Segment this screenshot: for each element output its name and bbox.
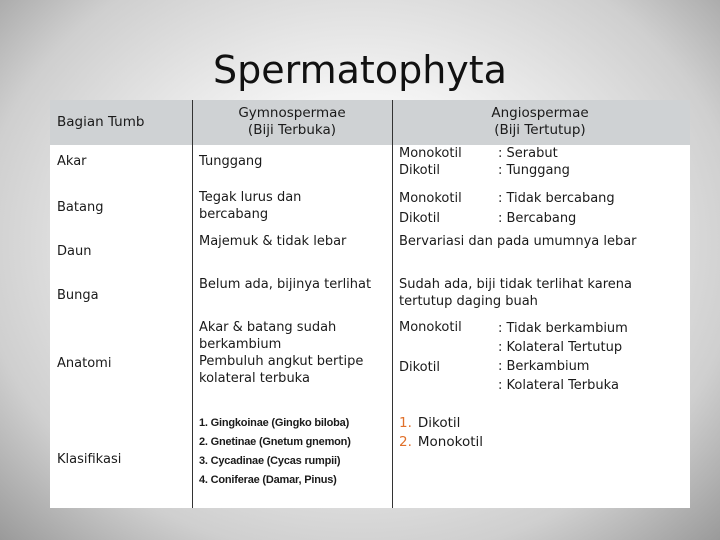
row-anatomi-part: Anatomi <box>57 356 112 371</box>
row-anatomi-angio-value-1: : Tidak berkambium <box>498 321 628 336</box>
row-daun-angio: Bervariasi dan pada umumnya lebar <box>399 234 637 249</box>
row-anatomi-angio-value-4: : Kolateral Terbuka <box>498 378 619 393</box>
comparison-table <box>50 100 690 508</box>
header-gymnospermae <box>192 105 392 139</box>
row-akar-part: Akar <box>57 154 87 169</box>
header-part: Bagian Tumb <box>57 114 145 130</box>
gymno-class-4: 4. Coniferae (Damar, Pinus) <box>199 474 337 486</box>
row-anatomi-gymno <box>199 319 363 387</box>
column-divider-1 <box>192 100 193 508</box>
row-klasifikasi-angio-list <box>399 414 483 452</box>
row-anatomi-gymno-line-2: berkambium <box>199 337 282 352</box>
gymno-class-2: 2. Gnetinae (Gnetum gnemon) <box>199 436 351 448</box>
row-anatomi-gymno-line-4: kolateral terbuka <box>199 371 310 386</box>
row-akar-gymno: Tunggang <box>199 154 263 169</box>
row-bunga-gymno: Belum ada, bijinya terlihat <box>199 277 372 292</box>
angio-class-2-label: Monokotil <box>417 434 484 450</box>
row-batang-angio-groups <box>399 189 462 229</box>
header-gymnospermae-subtitle: (Biji Terbuka) <box>247 122 337 138</box>
row-anatomi-angio-group-2: Dikotil <box>399 360 440 375</box>
gymno-class-3: 3. Cycadinae (Cycas rumpii) <box>199 455 341 467</box>
row-batang-angio-group-2: Dikotil <box>399 211 440 226</box>
row-batang-part: Batang <box>57 200 104 215</box>
header-angiospermae-name: Angiospermae <box>491 105 589 121</box>
row-batang-angio-value-1: : Tidak bercabang <box>498 191 615 206</box>
angio-class-1-label: Dikotil <box>417 415 461 431</box>
row-anatomi-gymno-line-1: Akar & batang sudah <box>199 320 337 335</box>
row-akar-angio-values <box>498 145 570 179</box>
slide-title: Spermatophyta <box>213 48 507 92</box>
row-bunga-angio-line-2: tertutup daging buah <box>399 294 538 309</box>
row-bunga-part: Bunga <box>57 288 99 303</box>
row-anatomi-angio-value-3: : Berkambium <box>498 359 590 374</box>
angio-class-1 <box>399 414 483 433</box>
row-bunga-angio <box>399 276 632 310</box>
row-batang-angio-value-2: : Bercabang <box>498 211 577 226</box>
row-anatomi-angio-value-2: : Kolateral Tertutup <box>498 340 623 355</box>
header-gymnospermae-name: Gymnospermae <box>238 105 346 121</box>
angio-class-2 <box>399 433 483 452</box>
row-bunga-angio-line-1: Sudah ada, biji tidak terlihat karena <box>399 277 632 292</box>
row-klasifikasi-gymno-list <box>199 414 351 490</box>
row-batang-gymno-line-2: bercabang <box>199 207 269 222</box>
column-divider-2 <box>392 100 393 508</box>
row-batang-gymno-line-1: Tegak lurus dan <box>199 190 302 205</box>
row-akar-angio-value-2: : Tunggang <box>498 163 570 178</box>
row-anatomi-gymno-line-3: Pembuluh angkut bertipe <box>199 354 364 369</box>
row-batang-angio-values <box>498 189 615 229</box>
row-batang-angio-group-1: Monokotil <box>399 191 462 206</box>
row-klasifikasi-part: Klasifikasi <box>57 452 122 467</box>
row-anatomi-angio-group-1: Monokotil <box>399 320 462 335</box>
row-akar-angio-groups <box>399 145 462 179</box>
row-akar-angio-group-1: Monokotil <box>399 146 462 161</box>
row-anatomi-angio-values <box>498 319 628 395</box>
header-angiospermae-subtitle: (Biji Tertutup) <box>494 122 586 138</box>
row-akar-angio-value-1: : Serabut <box>498 146 558 161</box>
header-angiospermae <box>440 105 640 139</box>
angio-class-1-number: 1. <box>399 415 412 431</box>
row-daun-gymno: Majemuk & tidak lebar <box>199 234 347 249</box>
angio-class-2-number: 2. <box>399 434 412 450</box>
row-batang-gymno <box>199 189 301 223</box>
gymno-class-1: 1. Gingkoinae (Gingko biloba) <box>199 417 350 429</box>
row-daun-part: Daun <box>57 244 92 259</box>
row-akar-angio-group-2: Dikotil <box>399 163 440 178</box>
